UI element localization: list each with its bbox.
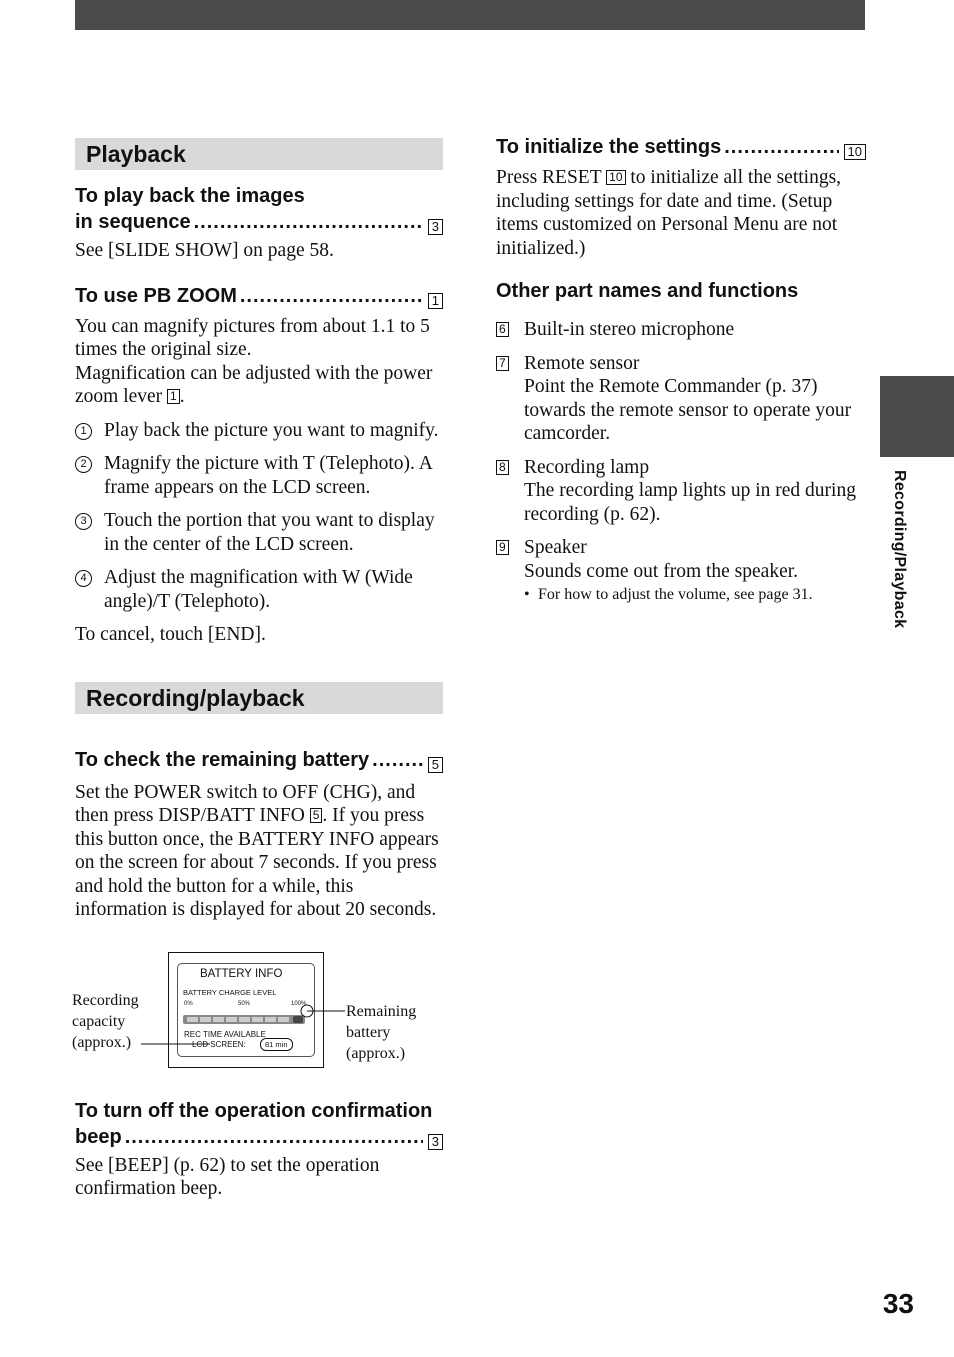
battery-heading: To check the remaining battery ..... 5 <box>75 747 443 773</box>
other-parts-heading: Other part names and functions <box>496 280 799 302</box>
beep-heading: To turn off the operation confirmation beep ..... 3 <box>75 1098 443 1150</box>
pb-zoom-heading: To use PB ZOOM ..... 1 <box>75 283 443 309</box>
ref-box: 3 <box>428 219 443 235</box>
battery-text: Set the POWER switch to OFF (CHG), and then press DISP/BATT INFO 5 . If you press this button once, the BATTERY INFO appears on the screen for about 7 seconds. If you press and hold the button for a while, this information is displayed for about 20 seconds. <box>75 781 439 920</box>
step-item: 4 Adjust the magnification with W (Wide angle)/T (Telephoto). <box>75 566 443 613</box>
section-heading-recording: Recording/playback <box>75 682 443 714</box>
lcd-screen-illustration: BATTERY INFO BATTERY CHARGE LEVEL 0% 50% 100% REC TIME AVAILABLE LCD SCREEN: 81 min <box>168 952 324 1068</box>
chapter-tab <box>880 376 954 457</box>
ref-box: 10 <box>606 170 625 185</box>
slideshow-heading: To play back the images in sequence ..... 3 <box>75 183 443 235</box>
caption-remaining-battery: Remaining battery (approx.) <box>346 1002 417 1062</box>
section-heading-playback: Playback <box>75 138 443 170</box>
lcd-screen-label: LCD SCREEN: <box>192 1039 246 1049</box>
header-bar <box>75 0 865 30</box>
step-item: 1 Play back the picture you want to magnify. <box>75 419 443 443</box>
right-column <box>496 134 866 605</box>
initialize-text: Press RESET 10 to initialize all the settings, including settings for date and time. (Setup items customized on Personal Menu are not initialized.) <box>496 167 842 259</box>
ref-box: 1 <box>167 389 180 404</box>
minutes-value: 81 min <box>260 1038 293 1051</box>
part-item: 6 Built-in stereo microphone <box>496 318 866 342</box>
part-item: 9 Speaker Sounds come out from the speaker. • For how to adjust the volume, see page 31. <box>496 536 866 605</box>
rec-time-label: REC TIME AVAILABLE <box>184 1029 266 1039</box>
beep-text: See [BEEP] (p. 62) to set the operation confirmation beep. <box>75 1154 380 1199</box>
page-number: 33 <box>882 1288 914 1319</box>
ref-box: 5 <box>428 757 443 773</box>
slideshow-text: See [SLIDE SHOW] on page 58. <box>75 240 334 261</box>
zoom-text-b: Magnification can be adjusted with the power zoom lever 1 . <box>75 362 433 407</box>
cancel-text: To cancel, touch [END]. <box>75 624 266 645</box>
initialize-heading: To initialize the settings ..... 10 <box>496 134 866 160</box>
charge-level-label: BATTERY CHARGE LEVEL <box>183 987 277 997</box>
part-item: 8 Recording lamp The recording lamp lights up in red during recording (p. 62). <box>496 456 866 527</box>
zoom-text-a: You can magnify pictures from about 1.1 to 5 times the original size. <box>75 315 430 360</box>
ref-box: 1 <box>428 293 443 309</box>
left-column <box>72 138 443 1201</box>
battery-info-diagram <box>72 952 443 1070</box>
ref-box: 5 <box>310 808 323 823</box>
battery-info-title: BATTERY INFO <box>200 967 283 980</box>
ref-box: 3 <box>428 1134 443 1150</box>
step-item: 2 Magnify the picture with T (Telephoto). A frame appears on the LCD screen. <box>75 452 443 499</box>
volume-note: • For how to adjust the volume, see page 31. <box>524 586 813 603</box>
part-item: 7 Remote sensor Point the Remote Commander (p. 37) towards the remote sensor to operate your camcorder. <box>496 352 866 446</box>
step-item: 3 Touch the portion that you want to display in the center of the LCD screen. <box>75 509 443 556</box>
chapter-label: Recording/Playback <box>891 470 908 629</box>
caption-recording-capacity: Recording capacity (approx.) <box>72 991 139 1051</box>
ref-box: 10 <box>844 144 866 160</box>
